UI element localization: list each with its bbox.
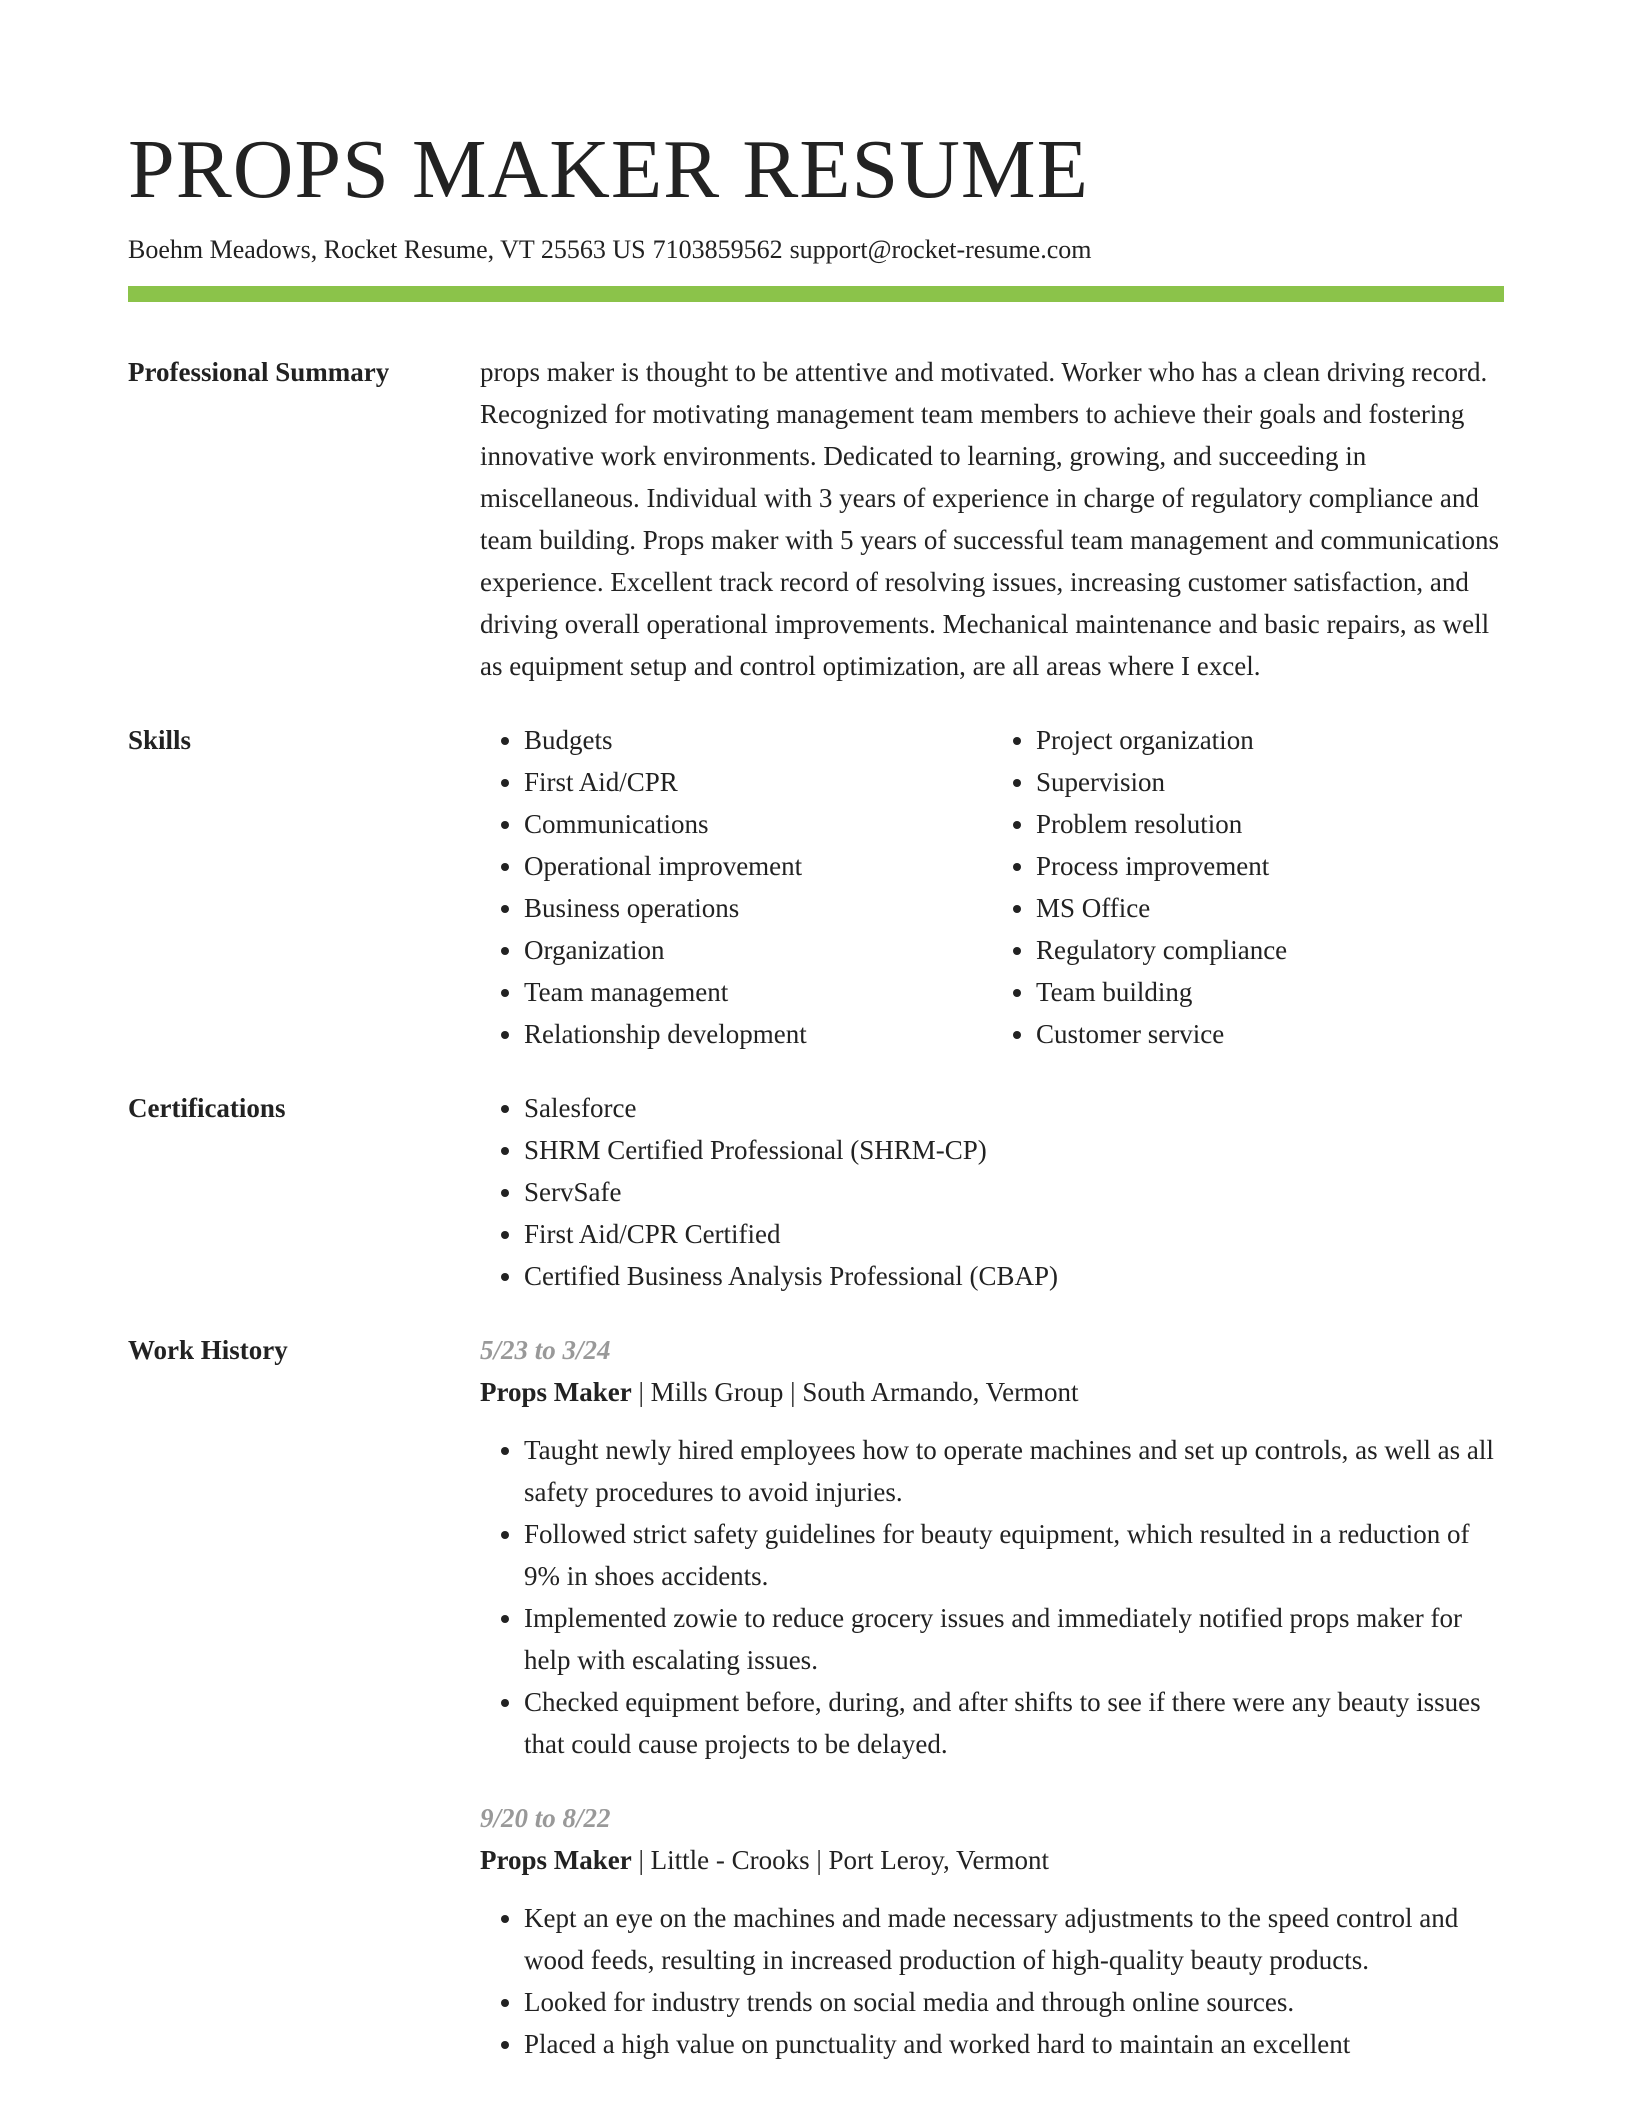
accent-divider [128,286,1504,302]
certifications-list [480,1087,1504,1297]
skill-item: • Project organization [1036,719,1504,761]
separator: | [790,1377,796,1407]
certifications-label: Certifications [128,1093,286,1123]
job-bullet: • Looked for industry trends on social media and through online sources. [524,1981,1504,2023]
separator: | [638,1377,644,1407]
skills-column-2 [992,719,1504,1055]
skill-item: • Problem resolution [1036,803,1504,845]
job-entry [480,1797,1504,2065]
certification-item: • Certified Business Analysis Professional (CBAP) [524,1255,1504,1297]
work-history-section [128,1329,1504,2065]
contact-address: Boehm Meadows, Rocket Resume, VT 25563 US [128,235,646,264]
skills-column-1 [480,719,992,1055]
certification-item: • ServSafe [524,1171,1504,1213]
skills-columns [480,719,1504,1055]
certification-item: • Salesforce [524,1087,1504,1129]
resume-page [128,120,1504,2065]
separator: | [638,1845,644,1875]
job-location: South Armando, Vermont [802,1377,1079,1407]
work-history-label: Work History [128,1335,288,1365]
certifications-section [128,1087,1504,1297]
job-dates: 9/20 to 8/22 [480,1803,611,1833]
skill-item: • Communications [524,803,992,845]
job-dates: 5/23 to 3/24 [480,1335,611,1365]
summary-text: props maker is thought to be attentive and motivated. Worker who has a clean driving record. Recognized for motivating management team members to achieve their goals and fostering innovative work environments. Dedicated to learning, growing, and succeeding in miscellaneous. Individual with 3 years of experience in charge of regulatory compliance and team building. Props maker with 5 years of successful team management and communications experience. Excellent track record of resolving issues, increasing customer satisfaction, and driving overall operational improvements. Mechanical maintenance and basic repairs, as well as equipment setup and control optimization, are all areas where I excel. [480,357,1499,681]
job-title: Props Maker [480,1845,632,1875]
job-bullets [480,1429,1504,1765]
skill-item: • Budgets [524,719,992,761]
job-company: Mills Group [650,1377,784,1407]
job-heading [480,1839,1504,1881]
summary-section [128,351,1504,687]
certifications-body [480,1087,1504,1297]
separator: | [816,1845,822,1875]
certification-item: • SHRM Certified Professional (SHRM-CP) [524,1129,1504,1171]
job-bullet: • Kept an eye on the machines and made necessary adjustments to the speed control and wood feeds, resulting in increased production of high-quality beauty products. [524,1897,1504,1981]
skills-label: Skills [128,725,192,755]
job-location: Port Leroy, Vermont [828,1845,1050,1875]
job-bullet: • Followed strict safety guidelines for beauty equipment, which resulted in a reduction of 9% in shoes accidents. [524,1513,1504,1597]
work-history-body [480,1329,1504,2065]
job-bullet: • Placed a high value on punctuality and worked hard to maintain an excellent [524,2023,1504,2065]
skill-item: • Regulatory compliance [1036,929,1504,971]
contact-line [128,232,1504,268]
contact-email: support@rocket-resume.com [789,235,1092,264]
job-company: Little - Crooks [650,1845,810,1875]
skill-item: • Team management [524,971,992,1013]
skill-item: • First Aid/CPR [524,761,992,803]
skill-item: • Process improvement [1036,845,1504,887]
skill-item: • Supervision [1036,761,1504,803]
skill-item: • Operational improvement [524,845,992,887]
job-bullet: • Taught newly hired employees how to operate machines and set up controls, as well as all safety procedures to avoid injuries. [524,1429,1504,1513]
skill-item: • Business operations [524,887,992,929]
summary-label: Professional Summary [128,357,390,387]
job-bullets [480,1897,1504,2065]
skill-item: • Organization [524,929,992,971]
job-title: Props Maker [480,1377,632,1407]
contact-phone: 7103859562 [652,235,783,264]
job-bullet: • Implemented zowie to reduce grocery issues and immediately notified props maker for help with escalating issues. [524,1597,1504,1681]
skill-item: • MS Office [1036,887,1504,929]
job-entry [480,1329,1504,1765]
job-heading [480,1371,1504,1413]
skills-section [128,719,1504,1055]
skill-item: • Team building [1036,971,1504,1013]
job-bullet: • Checked equipment before, during, and after shifts to see if there were any beauty issues that could cause projects to be delayed. [524,1681,1504,1765]
resume-title: PROPS MAKER RESUME [128,123,1089,216]
skill-item: • Customer service [1036,1013,1504,1055]
certification-item: • First Aid/CPR Certified [524,1213,1504,1255]
skill-item: • Relationship development [524,1013,992,1055]
